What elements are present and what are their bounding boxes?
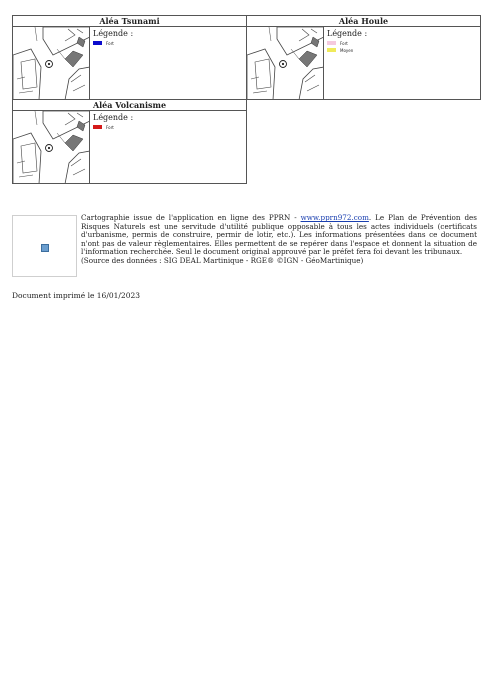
panel-title: Aléa Houle: [247, 16, 480, 27]
panel-title: Aléa Tsunami: [13, 16, 246, 27]
legend-label: Fort: [106, 124, 114, 130]
map-thumbnail: [13, 27, 90, 99]
map-parcels-image: [13, 111, 90, 183]
panel-tsunami: [12, 15, 247, 100]
panel-houle: [246, 15, 481, 100]
legend-title: Légende :: [93, 113, 134, 122]
data-source: (Source des données : SIG DEAL Martinique - RGE® ©IGN - GéoMartinique): [81, 255, 364, 265]
legend: [93, 113, 244, 130]
legend-swatch: [93, 41, 102, 45]
image-icon: [41, 244, 49, 252]
disclaimer-intro: Cartographie issue de l'application en ligne des PPRN -: [81, 213, 301, 222]
legend: [93, 29, 244, 46]
legend: [327, 29, 478, 53]
legend-title: Légende :: [327, 29, 368, 38]
legend-label: Fort: [340, 40, 348, 46]
map-parcels-image: [247, 27, 324, 99]
map-parcels-image: [13, 27, 90, 99]
panel-volcanisme: [12, 99, 247, 184]
map-thumbnail: [247, 27, 324, 99]
legend-label: Moyen: [340, 47, 354, 53]
broken-image-placeholder: [12, 215, 77, 277]
legend-item: [93, 124, 244, 130]
panel-title: Aléa Volcanisme: [13, 100, 246, 111]
map-thumbnail: [13, 111, 90, 183]
legend-swatch: [327, 48, 336, 52]
legend-label: Fort: [106, 40, 114, 46]
legend-swatch: [93, 125, 102, 129]
legend-item: [93, 40, 244, 46]
legend-item: [327, 40, 478, 46]
disclaimer-text: [81, 214, 477, 266]
legend-item: [327, 47, 478, 53]
pprn-link[interactable]: www.pprn972.com: [300, 213, 369, 222]
legend-swatch: [327, 41, 336, 45]
print-date: Document imprimé le 16/01/2023: [12, 291, 141, 300]
disclaimer-body: . Le Plan de Prévention des Risques Naturels est une servitude d'utilité publique opposable à tous les actes individuels (certificats d'urbanisme, permis de construire, permir de lotir, etc.). Les informations présentées dans ce document n'ont pas de valeur règlementaires. Elles permettent de se repérer dans l'espace et donnent la situation de l'information recherchée. Seul le document original approuvé par le préfet fera foi devant les tribunaux.: [81, 213, 477, 257]
legend-title: Légende :: [93, 29, 134, 38]
